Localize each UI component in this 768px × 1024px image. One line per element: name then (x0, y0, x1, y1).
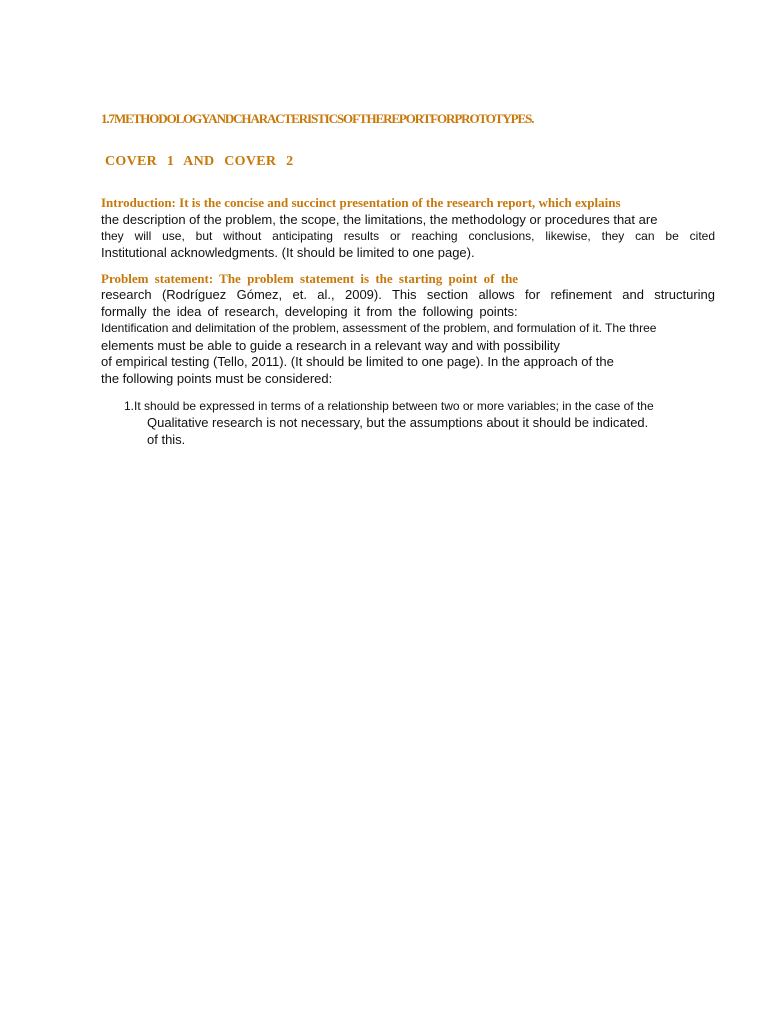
section-heading: 1.7METHODOLOGYANDCHARACTERISTICSOFTHEREPORTFORPROTOTYPES. (101, 111, 534, 126)
introduction-lead: Introduction: It is the concise and succinct presentation of the research report, which explains (101, 195, 621, 210)
problem-statement-line: formally the idea of research, developing it from the following points: (101, 304, 518, 319)
list-item-continuation: Qualitative research is not necessary, but the assumptions about it should be indicated. (147, 415, 649, 430)
problem-statement-line: of empirical testing (Tello, 2011). (It should be limited to one page). In the approach of the (101, 354, 614, 369)
problem-statement-line: Identification and delimitation of the problem, assessment of the problem, and formulation of it. The three (101, 321, 657, 335)
problem-statement-line: the following points must be considered: (101, 371, 333, 386)
problem-statement-line: elements must be able to guide a research in a relevant way and with possibility (101, 338, 560, 353)
problem-statement-lead: Problem statement: The problem statement is the starting point of the (101, 271, 519, 286)
introduction-line: the description of the problem, the scope, the limitations, the methodology or procedures that are (101, 212, 658, 227)
list-item-continuation: of this. (147, 432, 186, 447)
list-marker: 1. (124, 399, 135, 413)
introduction-line: they will use, but without anticipating results or reaching conclusions, likewise, they can be cited (101, 229, 715, 243)
list-item-text: It should be expressed in terms of a relationship between two or more variables; in the case of the (134, 399, 654, 413)
introduction-line: Institutional acknowledgments. (It should be limited to one page). (101, 245, 475, 260)
problem-statement-line: research (Rodríguez Gómez, et. al., 2009). This section allows for refinement and structuring (101, 287, 715, 302)
cover-heading: COVER 1 AND COVER 2 (105, 154, 294, 169)
list-item (124, 399, 654, 413)
